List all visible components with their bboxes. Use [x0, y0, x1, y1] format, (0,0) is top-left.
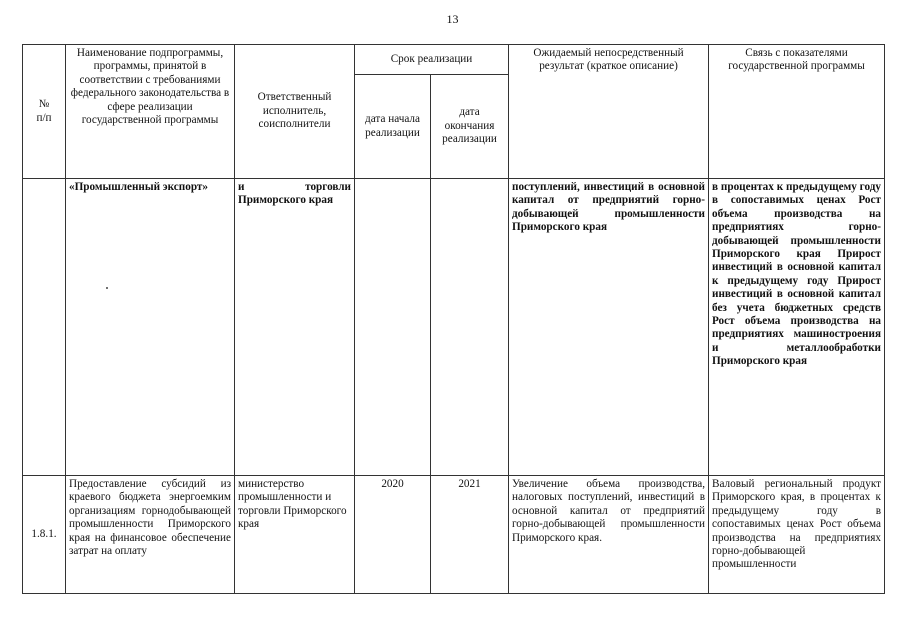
- header-responsible: Ответственный исполнитель, соисполнители: [235, 45, 355, 179]
- program-table: [22, 44, 885, 594]
- row-name: Предоставление субсидий из краевого бюджета энергоемким организациям горнодобывающей промышленности Приморского края на финансовое обеспечение затрат на оплату: [66, 476, 235, 594]
- row-end: 2021: [431, 476, 509, 594]
- header-result: Ожидаемый непосредственный результат (краткое описание): [509, 45, 709, 179]
- row-result: поступлений, инвестиций в основной капитал от предприятий горно-добывающей промышленности Приморского края: [509, 179, 709, 476]
- row-name: «Промышленный экспорт»: [66, 179, 235, 476]
- row-result: Увеличение объема производства, налоговых поступлений, инвестиций в основной капитал от предприятий горно-добывающей промышленности Приморского края.: [509, 476, 709, 594]
- header-link: Связь с показателями государственной программы: [709, 45, 885, 179]
- row-link: Валовый региональный продукт Приморского края, в процентах к предыдущему году в сопоставимых ценах Рост объема производства на предприятиях горно-добывающей промышленности: [709, 476, 885, 594]
- header-name: Наименование подпрограммы, программы, принятой в соответствии с требованиями федерального законодательства в сфере реализации государственной программы: [66, 45, 235, 179]
- scan-speck: [106, 287, 108, 289]
- header-end-date: дата окончания реализации: [431, 75, 509, 179]
- table-row: [23, 179, 885, 476]
- row-start: [355, 179, 431, 476]
- row-start: 2020: [355, 476, 431, 594]
- row-link: в процентах к предыдущему году в сопоставимых ценах Рост объема производства на предприятиях горно-добывающей промышленности Приморского края Прирост инвестиций в основной капитал к предыдущему году Прирост инвестиций в основной капитал без учета бюджетных средств Рост объема производства на предприятиях машиностроения и металлообработки Приморского края: [709, 179, 885, 476]
- row-end: [431, 179, 509, 476]
- row-responsible: министерство промышленности и торговли Приморского края: [235, 476, 355, 594]
- row-responsible: и торговли Приморского края: [235, 179, 355, 476]
- header-start-date: дата начала реализации: [355, 75, 431, 179]
- row-num: 1.8.1.: [23, 476, 66, 594]
- page-number: 13: [446, 12, 459, 26]
- table-row: [23, 476, 885, 594]
- header-period: Срок реализации: [355, 45, 509, 75]
- header-num: № п/п: [23, 45, 66, 179]
- row-num: [23, 179, 66, 476]
